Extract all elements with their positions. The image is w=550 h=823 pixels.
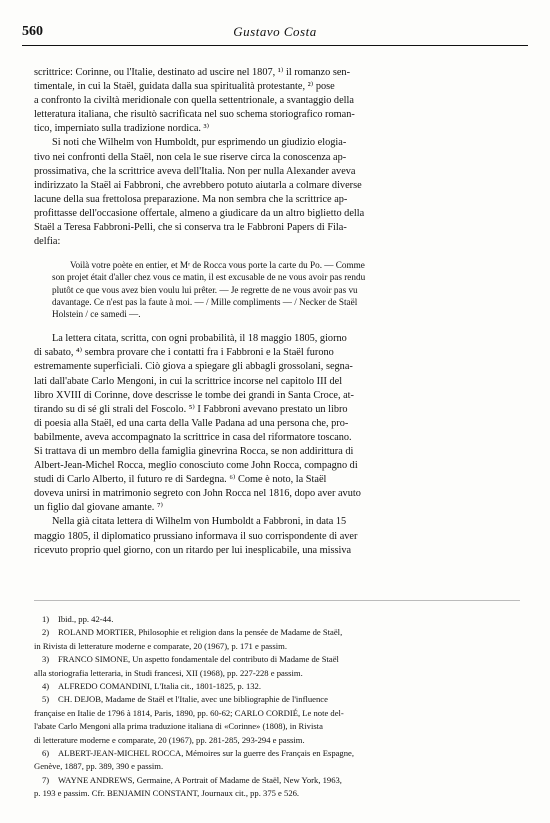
- footnote: [34, 626, 520, 653]
- footnote-number: 7): [42, 774, 50, 785]
- text-line: ricevuto proprio quel giorno, con un ritardo per lui inesplicabile, una missiva: [34, 544, 352, 556]
- page-header: [22, 24, 528, 46]
- text-line: timentale, in cui la Staël, guidata dalla sua spiritualità protestante, ²⁾ pose: [34, 81, 335, 93]
- footnote-number: 4): [42, 681, 50, 692]
- text-line: Si trattava di un membro della famiglia ginevrina Rocca, se non addirittura di: [34, 445, 354, 457]
- main-text: [34, 66, 520, 558]
- block-quote: [34, 259, 520, 320]
- text-line: babilmente, aveva accompagnato la scrittrice in casa del riformatore toscano.: [34, 431, 352, 443]
- footnote-text: alla storiografia letteraria, in Studi francesi, XII (1968), pp. 227-228 e passim.: [34, 667, 303, 678]
- footnote-text: p. 193 e passim. Cfr. BENJAMIN CONSTANT, Journaux cit., pp. 375 e 526.: [34, 788, 300, 799]
- text-line: libro XVIII di Corinne, dove descrisse le tombe dei grandi in Santa Croce, at-: [34, 389, 354, 401]
- footnote: [34, 747, 520, 774]
- footnote-text: française en Italie de 1796 à 1814, Paris, 1890, pp. 60-62; CARLO CORDIÉ, Le note del-: [34, 707, 344, 718]
- quote-line: son projet était d'aller chez vous ce matin, il est excusable de ne vous avoir pas rendu: [52, 272, 366, 283]
- footnote-text: ALBERT-JEAN-MICHEL ROCCA, Mémoires sur la guerre des Français en Espagne,: [58, 748, 354, 759]
- text-line: un figlio dal giovane amante. ⁷⁾: [34, 502, 164, 514]
- footnote: [34, 693, 520, 747]
- text-line: tivo nei confronti della Staël, non cela le sue riserve circa la conoscenza ap-: [34, 151, 347, 163]
- text-line: indirizzato la Staël ai Fabbroni, che avrebbero potuto aiutarla a colmare diverse: [34, 179, 362, 191]
- text-line: tico, imperniato sulla tradizione nordica. ³⁾: [34, 123, 210, 135]
- text-line: Si noti che Wilhelm von Humboldt, pur esprimendo un giudizio elogia-: [52, 137, 347, 149]
- text-line: La lettera citata, scritta, con ogni probabilità, il 18 maggio 1805, giorno: [52, 333, 347, 345]
- footnote: [34, 613, 520, 626]
- paragraph-2: [34, 136, 520, 249]
- paragraph-4: [34, 515, 520, 557]
- footnote-text: l'abate Carlo Mengoni alla prima traduzione italiana di «Corinne» (1808), in Rivista: [34, 721, 323, 732]
- quote-line: Voilà votre poète en entier, et Mʳ de Rocca vous porte la carte du Po. — Comme: [70, 260, 365, 271]
- text-line: tirando su di sé gli strali del Foscolo. ⁵⁾ I Fabbroni avevano prestato un libro: [34, 403, 348, 415]
- paragraph-1: [34, 66, 520, 136]
- text-line: letteratura italiana, che risultò sacrificata nel suo schema storiografico roman-: [34, 109, 355, 121]
- footnote: [34, 653, 520, 680]
- footnote: [34, 774, 520, 801]
- text-line: Nella già citata lettera di Wilhelm von Humboldt a Fabbroni, in data 15: [52, 516, 347, 528]
- text-line: scrittrice: Corinne, ou l'Italie, destinato ad uscire nel 1807, ¹⁾ il romanzo sen-: [34, 67, 351, 78]
- text-line: estremamente superficiali. Ciò giova a spiegare gli abbagli grossolani, segna-: [34, 361, 353, 373]
- text-line: Albert-Jean-Michel Rocca, meglio conosciuto come John Rocca, compagno di: [34, 460, 358, 472]
- footnote-number: 1): [42, 614, 50, 624]
- text-line: Staël a Teresa Fabbroni-Pelli, che si conserva tra le Fabbroni Papers di Fila-: [34, 222, 347, 234]
- text-line: profittasse dell'occasione offertale, almeno a giudicare da un altro biglietto della: [34, 207, 365, 219]
- text-line: lacune della sua frettolosa preparazione. Ma non sembra che la scrittrice ap-: [34, 193, 348, 205]
- footnote-text: WAYNE ANDREWS, Germaine, A Portrait of Madame de Staël, New York, 1963,: [58, 774, 342, 785]
- footnote-text: ALFREDO COMANDINI, L'Italia cit., 1801-1825, p. 132.: [58, 681, 262, 692]
- quote-line: plutôt ce que vous avez bien voulu lui prêter. — Je regrette de ne vous avoir pas vu: [52, 284, 358, 295]
- footnote-text: ROLAND MORTIER, Philosophie et religion dans la pensée de Madame de Staël,: [58, 627, 343, 638]
- footnote: [34, 680, 520, 693]
- footnote-number: 6): [42, 748, 50, 759]
- quote-line: Holstein / ce samedi —.: [52, 309, 141, 320]
- text-line: di poesia alla Staël, ed una carta della Valle Padana ad una persona che, pro-: [34, 417, 349, 429]
- footnote-text: FRANCO SIMONE, Un aspetto fondamentale del contributo di Madame de Staël: [58, 654, 339, 665]
- text-line: studi di Carlo Alberto, il futuro re di Sardegna. ⁶⁾ Come è noto, la Staël: [34, 474, 327, 486]
- running-head: Gustavo Costa: [233, 24, 317, 39]
- footnote-number: 5): [42, 694, 50, 705]
- text-line: lati dall'abate Carlo Mengoni, in cui la scrittrice incorse nel capitolo III del: [34, 375, 343, 387]
- footnote-separator: [34, 600, 520, 601]
- text-line: maggio 1805, il diplomatico prussiano informava il suo corrispondente di aver: [34, 530, 358, 542]
- text-line: a confronto la civiltà meridionale con quella settentrionale, a svantaggio della: [34, 95, 354, 107]
- footnote-text: Genève, 1887, pp. 389, 390 e passim.: [34, 761, 164, 772]
- header-rule: [22, 45, 528, 46]
- text-line: delfia:: [34, 236, 61, 248]
- paragraph-3: [34, 332, 520, 515]
- footnote-text: di letterature moderne e comparate, 20 (1967), pp. 281-285, 293-294 e passim.: [34, 734, 305, 745]
- footnote-text: in Rivista di letterature moderne e comparate, 20 (1967), p. 171 e passim.: [34, 640, 287, 651]
- page-number: 560: [22, 24, 43, 39]
- footnote-text: Ibid., pp. 42-44.: [58, 614, 114, 624]
- footnotes: [34, 613, 520, 801]
- quote-line: davantage. Ce n'est pas la faute à moi. — / Mille compliments — / Necker de Staël: [52, 296, 358, 307]
- text-line: di sabato, ⁴⁾ sembra provare che i contatti fra i Fabbroni e la Staël furono: [34, 347, 334, 359]
- text-line: doveva unirsi in matrimonio segreto con John Rocca nel 1816, dopo aver avuto: [34, 488, 361, 500]
- footnote-text: CH. DEJOB, Madame de Staël et l'Italie, avec une bibliographie de l'influence: [58, 694, 328, 705]
- footnote-number: 2): [42, 627, 50, 638]
- text-line: prossimativa, che la scrittrice aveva dell'Italia. Non per nulla Alexander aveva: [34, 165, 356, 177]
- footnote-number: 3): [42, 654, 50, 665]
